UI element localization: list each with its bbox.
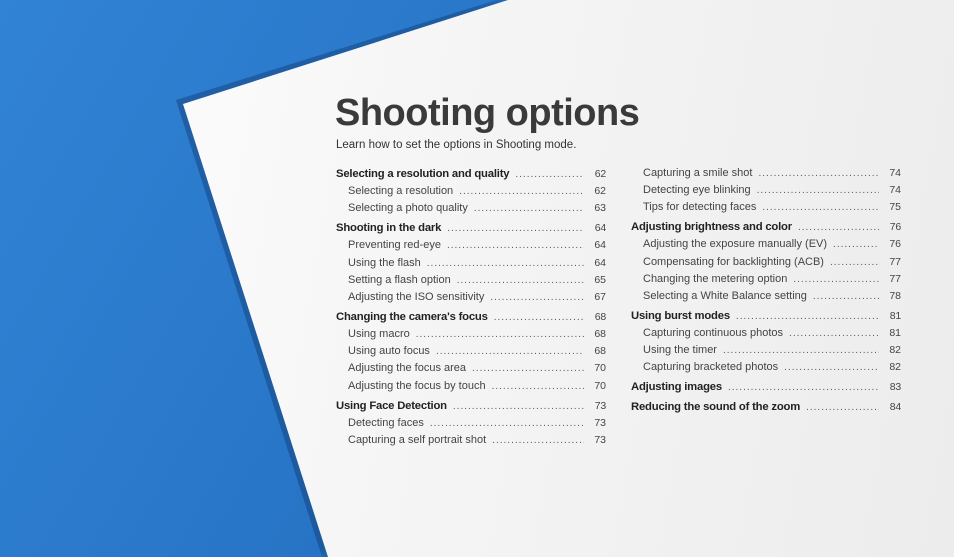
toc-page-number: 62 xyxy=(594,168,606,180)
toc-leader-dots xyxy=(736,311,879,322)
toc-entry-label: Setting a flash option xyxy=(348,273,451,286)
toc-entry-label: Changing the camera's focus xyxy=(336,310,488,323)
toc-entry-label: Using macro xyxy=(348,328,410,341)
toc-entry-label: Detecting faces xyxy=(348,416,424,429)
toc-page-number: 84 xyxy=(889,401,901,414)
toc-leader-dots xyxy=(430,418,584,429)
toc-column-left xyxy=(336,168,606,451)
toc-page-number: 68 xyxy=(594,310,606,323)
toc-entry-label: Capturing bracketed photos xyxy=(643,361,779,374)
toc-leader-dots xyxy=(515,169,584,180)
toc-page-number: 82 xyxy=(889,361,901,374)
toc-entry-label: Tips for detecting faces xyxy=(643,201,757,214)
toc-leader-dots xyxy=(789,328,879,339)
toc-entry-label: Using burst modes xyxy=(631,309,730,322)
toc-page-number: 64 xyxy=(594,222,606,235)
page-subtitle: Learn how to set the options in Shooting mode. xyxy=(336,139,577,151)
toc-sub-entry[interactable] xyxy=(631,273,901,290)
toc-page-number: 73 xyxy=(594,399,606,412)
toc-entry-label: Using the flash xyxy=(348,256,421,269)
toc-entry-label: Compensating for backlighting (ACB) xyxy=(643,255,824,268)
toc-section-entry[interactable] xyxy=(336,222,606,239)
toc-sub-entry[interactable] xyxy=(336,239,606,256)
toc-leader-dots xyxy=(758,168,879,179)
toc-leader-dots xyxy=(490,292,584,303)
toc-page-number: 64 xyxy=(594,239,606,252)
toc-sub-entry[interactable] xyxy=(336,328,606,345)
toc-entry-label: Detecting eye blinking xyxy=(643,184,751,197)
toc-column-right xyxy=(631,167,901,418)
toc-sub-entry[interactable] xyxy=(631,290,901,307)
toc-page-number: 68 xyxy=(594,328,606,341)
toc-page-number: 77 xyxy=(889,255,901,268)
toc-sub-entry[interactable] xyxy=(631,327,901,344)
toc-leader-dots xyxy=(784,362,879,373)
toc-entry-label: Shooting in the dark xyxy=(336,222,442,235)
toc-leader-dots xyxy=(728,382,879,393)
toc-sub-entry[interactable] xyxy=(631,256,901,273)
toc-leader-dots xyxy=(474,203,584,214)
toc-entry-label: Selecting a resolution xyxy=(348,185,454,198)
toc-page-number: 83 xyxy=(889,381,901,394)
toc-entry-label: Selecting a photo quality xyxy=(348,202,468,215)
toc-leader-dots xyxy=(813,291,879,302)
toc-entry-label: Adjusting the focus by touch xyxy=(348,379,486,392)
toc-page-number: 76 xyxy=(889,238,901,251)
toc-sub-entry[interactable] xyxy=(336,380,606,397)
toc-leader-dots xyxy=(472,363,584,374)
toc-page-number: 78 xyxy=(889,290,901,302)
toc-leader-dots xyxy=(494,312,584,323)
toc-section-entry[interactable] xyxy=(631,401,901,418)
toc-leader-dots xyxy=(492,381,584,392)
toc-entry-label: Capturing a self portrait shot xyxy=(348,433,487,446)
toc-page-number: 65 xyxy=(594,273,606,286)
toc-page-number: 82 xyxy=(889,344,901,357)
toc-leader-dots xyxy=(793,274,879,285)
toc-page-number: 75 xyxy=(889,201,901,214)
toc-leader-dots xyxy=(436,346,584,357)
toc-section-entry[interactable] xyxy=(631,221,901,238)
toc-sub-entry[interactable] xyxy=(631,344,901,361)
toc-leader-dots xyxy=(457,275,584,286)
toc-page-number: 73 xyxy=(594,433,606,446)
toc-leader-dots xyxy=(806,402,879,413)
toc-leader-dots xyxy=(798,222,879,233)
toc-page-number: 70 xyxy=(594,362,606,375)
toc-entry-label: Using the timer xyxy=(643,344,717,357)
toc-leader-dots xyxy=(459,186,584,197)
toc-leader-dots xyxy=(492,435,584,446)
toc-leader-dots xyxy=(757,185,879,196)
toc-sub-entry[interactable] xyxy=(336,185,606,202)
toc-entry-label: Using Face Detection xyxy=(336,399,447,412)
toc-sub-entry[interactable] xyxy=(336,434,606,451)
toc-entry-label: Preventing red-eye xyxy=(348,239,441,252)
toc-section-entry[interactable] xyxy=(631,310,901,327)
toc-entry-label: Adjusting brightness and color xyxy=(631,221,792,234)
toc-leader-dots xyxy=(447,223,584,234)
toc-sub-entry[interactable] xyxy=(336,274,606,291)
toc-entry-label: Changing the metering option xyxy=(643,272,788,285)
toc-leader-dots xyxy=(830,257,879,268)
toc-section-entry[interactable] xyxy=(336,400,606,417)
toc-sub-entry[interactable] xyxy=(336,417,606,434)
toc-sub-entry[interactable] xyxy=(336,345,606,362)
toc-sub-entry[interactable] xyxy=(336,257,606,274)
toc-page-number: 62 xyxy=(594,185,606,198)
toc-sub-entry[interactable] xyxy=(336,202,606,219)
toc-leader-dots xyxy=(416,329,584,340)
toc-page-number: 68 xyxy=(594,345,606,358)
toc-sub-entry[interactable] xyxy=(336,362,606,379)
toc-sub-entry[interactable] xyxy=(631,238,901,255)
toc-leader-dots xyxy=(447,240,584,251)
toc-page-number: 73 xyxy=(594,416,606,429)
toc-leader-dots xyxy=(427,258,584,269)
toc-page-number: 77 xyxy=(889,272,901,285)
toc-entry-label: Using auto focus xyxy=(348,345,430,358)
toc-sub-entry[interactable] xyxy=(631,184,901,201)
toc-leader-dots xyxy=(762,202,879,213)
toc-page-number: 67 xyxy=(594,291,606,303)
toc-entry-label: Capturing a smile shot xyxy=(643,167,753,179)
toc-section-entry[interactable] xyxy=(336,311,606,328)
toc-page-number: 64 xyxy=(594,256,606,269)
toc-entry-label: Reducing the sound of the zoom xyxy=(631,401,801,414)
toc-entry-label: Selecting a White Balance setting xyxy=(643,290,807,302)
toc-page-number: 63 xyxy=(594,202,606,215)
toc-entry-label: Capturing continuous photos xyxy=(643,327,784,340)
toc-entry-label: Selecting a resolution and quality xyxy=(336,168,510,180)
toc-entry-label: Adjusting the ISO sensitivity xyxy=(348,291,485,303)
toc-entry-label: Adjusting the focus area xyxy=(348,362,467,375)
toc-page-number: 81 xyxy=(889,327,901,340)
page-title: Shooting options xyxy=(335,92,640,134)
toc-section-entry[interactable] xyxy=(336,168,606,185)
toc-page-number: 76 xyxy=(889,221,901,234)
toc-page-number: 81 xyxy=(889,309,901,322)
toc-leader-dots xyxy=(833,239,879,250)
toc-leader-dots xyxy=(723,345,879,356)
toc-entry-label: Adjusting images xyxy=(631,381,722,394)
toc-leader-dots xyxy=(453,401,584,412)
toc-sub-entry[interactable] xyxy=(336,291,606,308)
toc-page-number: 74 xyxy=(889,184,901,197)
toc-sub-entry[interactable] xyxy=(631,167,901,184)
toc-sub-entry[interactable] xyxy=(631,201,901,218)
toc-page-number: 74 xyxy=(889,167,901,179)
toc-sub-entry[interactable] xyxy=(631,361,901,378)
toc-entry-label: Adjusting the exposure manually (EV) xyxy=(643,238,828,251)
toc-section-entry[interactable] xyxy=(631,381,901,398)
toc-page-number: 70 xyxy=(594,379,606,392)
